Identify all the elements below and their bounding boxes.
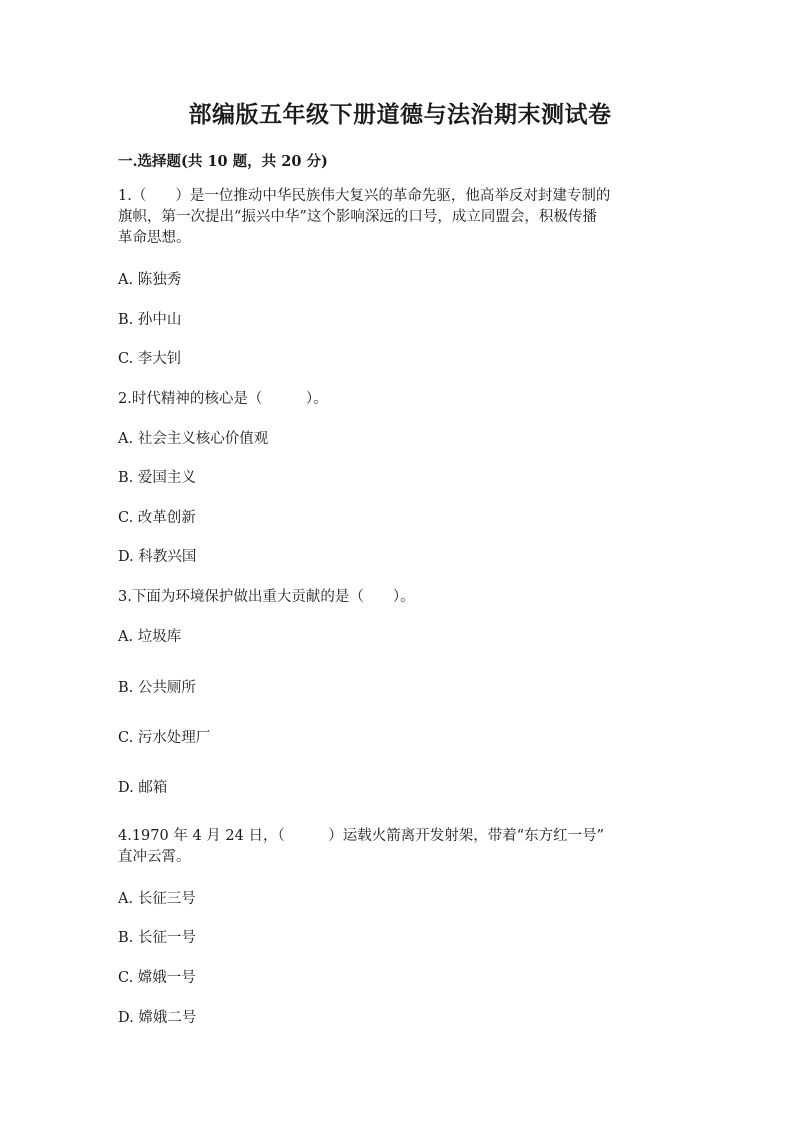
question-1-stem-line: 革命思想。 bbox=[118, 230, 191, 246]
question-4-stem-line: 4.1970 年 4 月 24 日，（ ）运载火箭离开发射架，带着“东方红一号” bbox=[118, 828, 605, 844]
question-4-option-b: B. 长征一号 bbox=[118, 930, 196, 946]
question-1-option-a: A. 陈独秀 bbox=[118, 272, 182, 288]
question-3-option-a: A. 垃圾库 bbox=[118, 629, 182, 645]
question-4-stem bbox=[118, 826, 678, 868]
question-2-option-c: C. 改革创新 bbox=[118, 510, 196, 526]
question-1-stem bbox=[118, 186, 678, 249]
page-title: 部编版五年级下册道德与法治期末测试卷 bbox=[188, 101, 612, 128]
question-4-option-a: A. 长征三号 bbox=[118, 891, 196, 907]
question-2-option-b: B. 爱国主义 bbox=[118, 470, 196, 486]
question-2-stem: 2.时代精神的核心是（ ）。 bbox=[118, 391, 328, 407]
question-1-option-c: C. 李大钊 bbox=[118, 351, 182, 367]
question-3-option-c: C. 污水处理厂 bbox=[118, 730, 211, 746]
question-3-option-d: D. 邮箱 bbox=[118, 780, 168, 796]
question-1-stem-line: 旗帜，第一次提出“振兴中华”这个影响深远的口号，成立同盟会，积极传播 bbox=[118, 209, 597, 225]
question-1-stem-line: 1.（ ）是一位推动中华民族伟大复兴的革命先驱，他高举反对封建专制的 bbox=[118, 188, 611, 204]
question-2-option-a: A. 社会主义核心价值观 bbox=[118, 431, 269, 447]
question-3-option-b: B. 公共厕所 bbox=[118, 680, 196, 696]
question-1-option-b: B. 孙中山 bbox=[118, 312, 182, 328]
question-2-option-d: D. 科教兴国 bbox=[118, 549, 197, 565]
question-4-option-c: C. 嫦娥一号 bbox=[118, 970, 196, 986]
question-4-option-d: D. 嫦娥二号 bbox=[118, 1010, 197, 1026]
question-4-stem-line: 直冲云霄。 bbox=[118, 849, 191, 865]
question-3-stem: 3.下面为环境保护做出重大贡献的是（ ）。 bbox=[118, 589, 415, 605]
section-heading: 一.选择题(共 10 题，共 20 分) bbox=[118, 153, 328, 170]
